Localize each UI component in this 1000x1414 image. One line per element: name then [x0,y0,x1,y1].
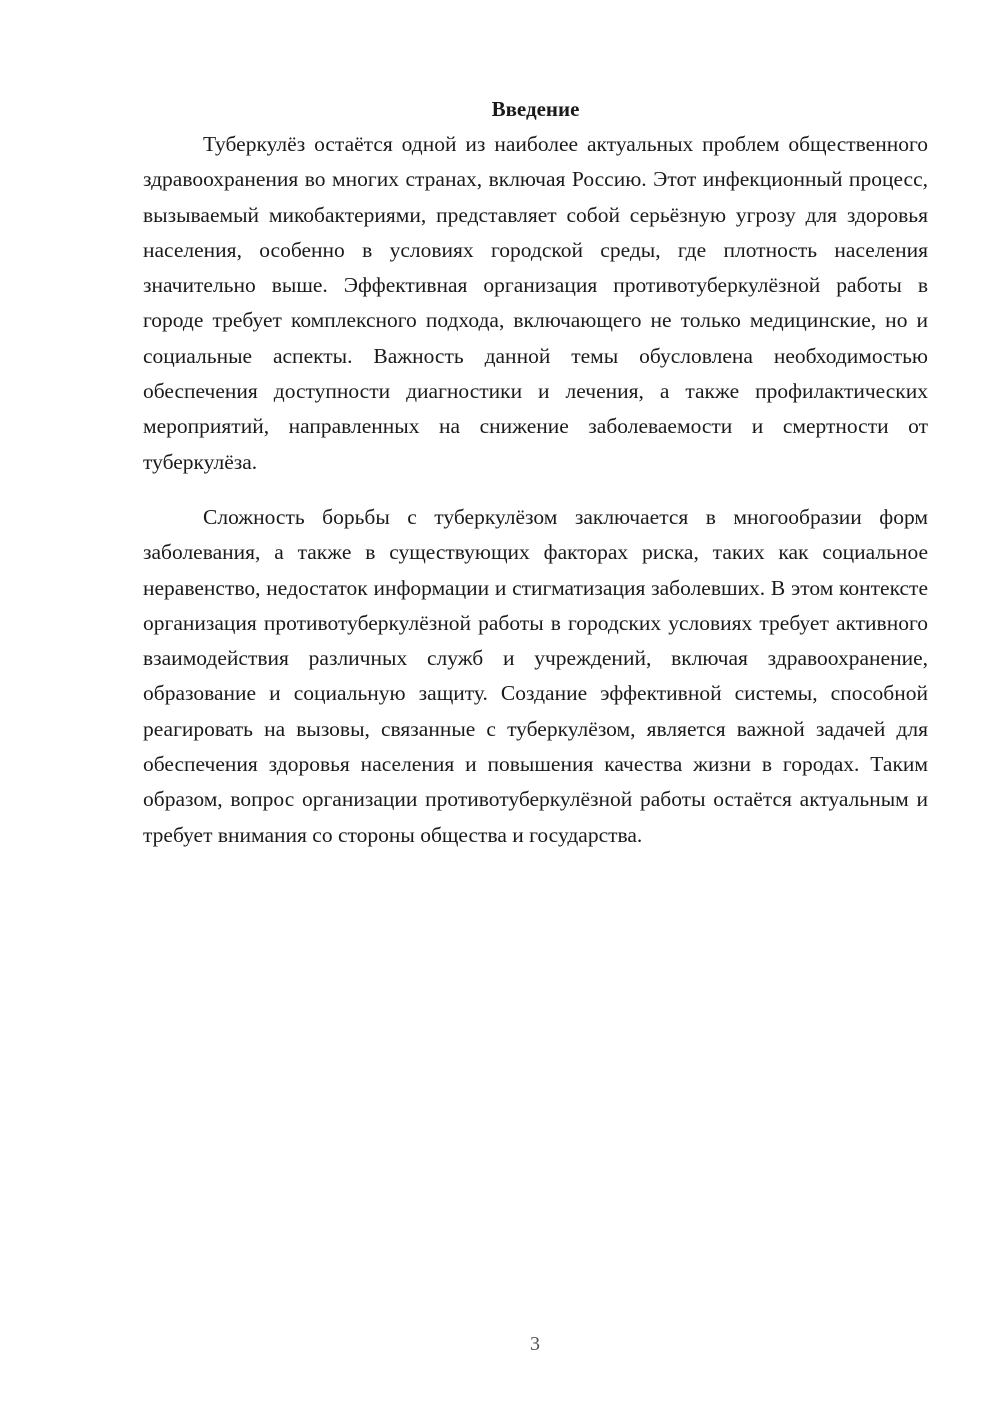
paragraph-1: Туберкулёз остаётся одной из наиболее актуальных проблем общественного здравоохранения во многих странах, включая Россию. Этот инфекционный процесс, вызываемый микобактериями, представляет собой серьёзную угрозу для здоровья населения, особенно в условиях городской среды, где плотность населения значительно выше. Эффективная организация противотуберкулёзной работы в городе требует комплексного подхода, включающего не только медицинские, но и социальные аспекты. Важность данной темы обусловлена необходимостью обеспечения доступности диагностики и лечения, а также профилактических мероприятий, направленных на снижение заболеваемости и смертности от туберкулёза. [143,132,928,474]
page-number: 3 [530,1333,540,1355]
paragraph-2: Сложность борьбы с туберкулёзом заключается в многообразии форм заболевания, а также в существующих факторах риска, таких как социальное неравенство, недостаток информации и стигматизация заболевших. В этом контексте организация противотуберкулёзной работы в городских условиях требует активного взаимодействия различных служб и учреждений, включая здравоохранение, образование и социальную защиту. Создание эффективной системы, способной реагировать на вызовы, связанные с туберкулёзом, является важной задачей для обеспечения здоровья населения и повышения качества жизни в городах. Таким образом, вопрос организации противотуберкулёзной работы остаётся актуальным и требует внимания со стороны общества и государства. [143,504,928,847]
document-page [143,92,928,853]
section-heading: Введение [491,97,580,121]
